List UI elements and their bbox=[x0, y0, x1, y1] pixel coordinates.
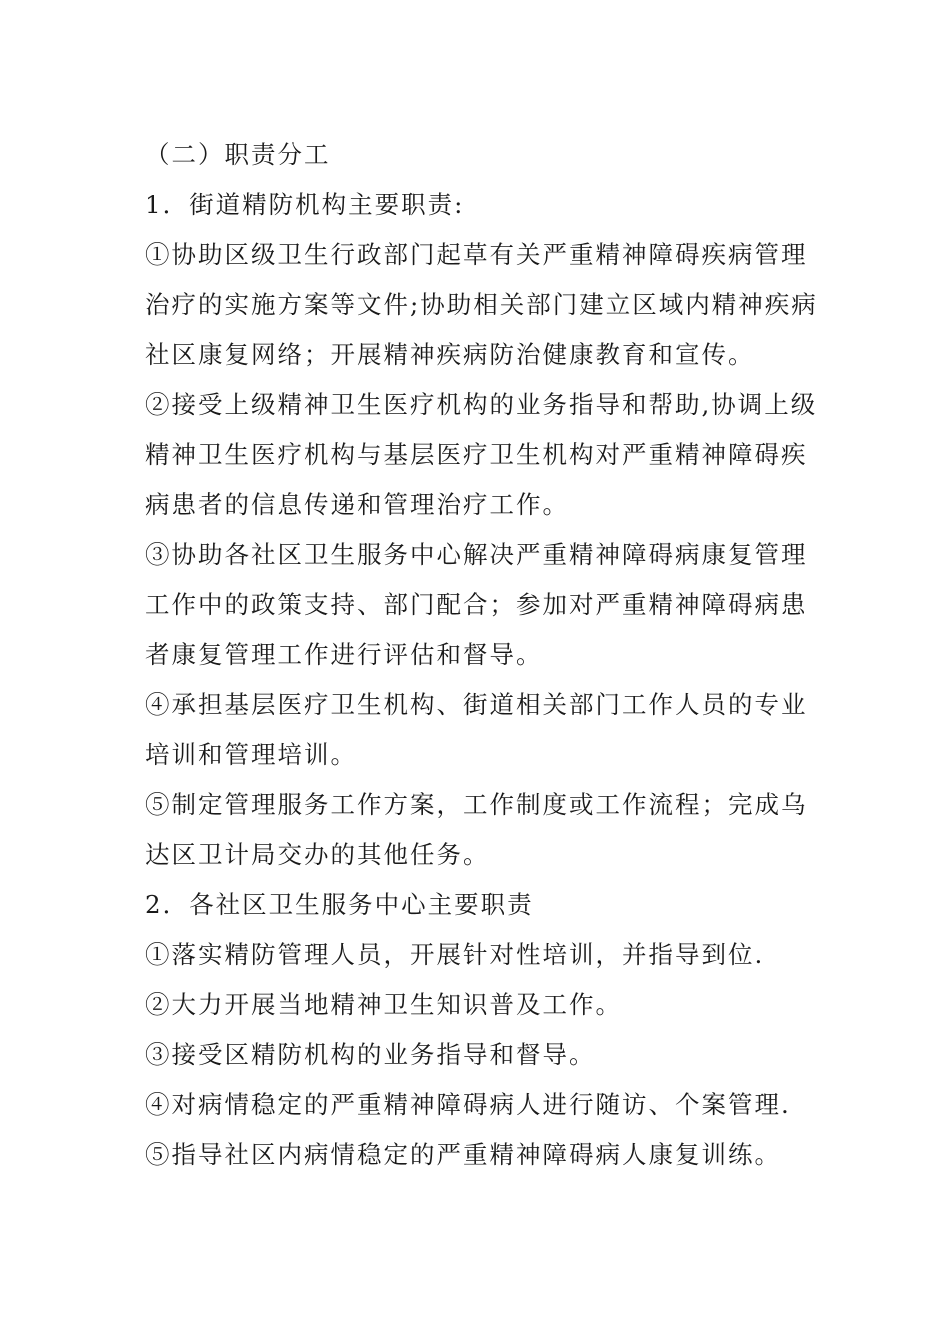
paragraph-line: 病患者的信息传递和管理治疗工作。 bbox=[145, 490, 569, 519]
subsection-heading-community: 2．各社区卫生服务中心主要职责 bbox=[145, 890, 534, 919]
subsection-heading-street: 1．街道精防机构主要职责: bbox=[145, 190, 465, 219]
paragraph-line: ⑤指导社区内病情稳定的严重精神障碍病人康复训练。 bbox=[145, 1140, 781, 1169]
paragraph-line: ①落实精防管理人员，开展针对性培训，并指导到位. bbox=[145, 940, 765, 969]
paragraph-line: ③协助各社区卫生服务中心解决严重精神障碍病康复管理 bbox=[145, 540, 808, 569]
paragraph-line: 者康复管理工作进行评估和督导。 bbox=[145, 640, 543, 669]
paragraph-line: 治疗的实施方案等文件;协助相关部门建立区域内精神疾病 bbox=[145, 290, 818, 319]
section-heading: （二）职责分工 bbox=[145, 140, 331, 169]
paragraph-line: ②大力开展当地精神卫生知识普及工作。 bbox=[145, 990, 622, 1019]
paragraph-line: ②接受上级精神卫生医疗机构的业务指导和帮助,协调上级 bbox=[145, 390, 818, 419]
paragraph-line: 达区卫计局交办的其他任务。 bbox=[145, 840, 490, 869]
paragraph-line: 工作中的政策支持、部门配合；参加对严重精神障碍病患 bbox=[145, 590, 808, 619]
paragraph-line: ④承担基层医疗卫生机构、街道相关部门工作人员的专业 bbox=[145, 690, 808, 719]
paragraph-line: ⑤制定管理服务工作方案，工作制度或工作流程；完成乌 bbox=[145, 790, 808, 819]
paragraph-line: 培训和管理培训。 bbox=[145, 740, 357, 769]
paragraph-line: ③接受区精防机构的业务指导和督导。 bbox=[145, 1040, 596, 1069]
document-body bbox=[145, 130, 825, 1180]
paragraph-line: ①协助区级卫生行政部门起草有关严重精神障碍疾病管理 bbox=[145, 240, 808, 269]
paragraph-line: 精神卫生医疗机构与基层医疗卫生机构对严重精神障碍疾 bbox=[145, 440, 808, 469]
paragraph-line: ④对病情稳定的严重精神障碍病人进行随访、个案管理. bbox=[145, 1090, 791, 1119]
paragraph-line: 社区康复网络；开展精神疾病防治健康教育和宣传。 bbox=[145, 340, 755, 369]
